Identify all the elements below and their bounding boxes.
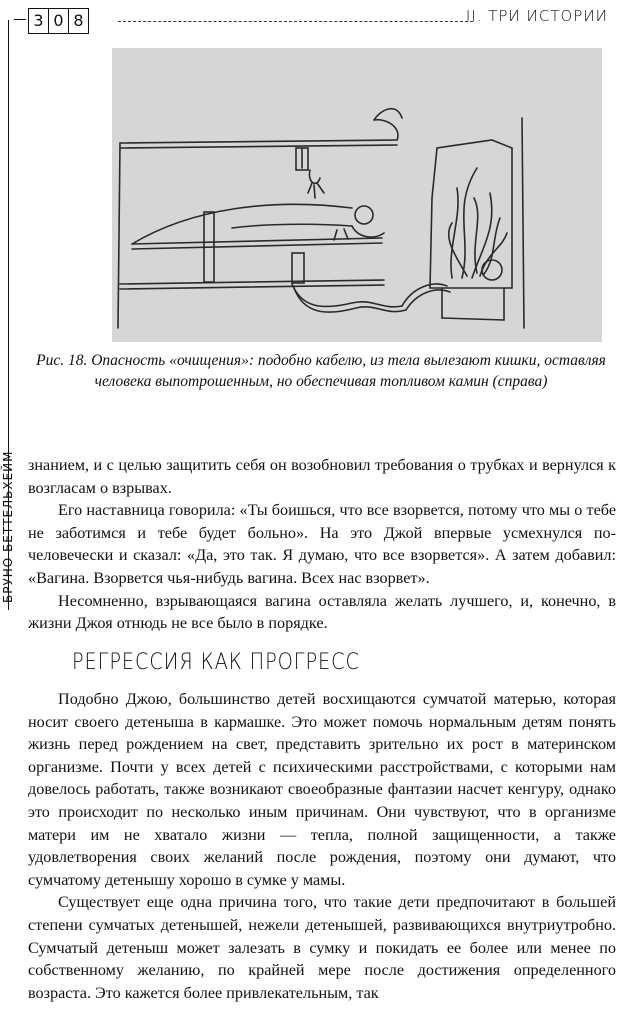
paragraph: Его наставница говорила: «Ты боишься, что все взорвется, потому что мы о тебе не заботимся и тебе будет больно». На это Джой впервые усмехнулся по-человечески и сказал: «Да, это так. Я думаю, что все взорвется». А затем добавил: «Вагина. Взорвется чья-нибудь вагина. Всех нас взорвет». <box>28 501 616 587</box>
figure-drawing <box>112 48 602 342</box>
running-title: II. ТРИ ИСТОРИИ <box>465 7 608 25</box>
side-author: БРУНО БЕТТЕЛЬХЕЙМ <box>1 450 15 603</box>
body-text-bottom <box>28 688 616 1004</box>
page-digit: 3 <box>29 9 49 33</box>
paragraph: Несомненно, взрывающаяся вагина оставляла желать лучшего, и, конечно, в жизни Джоя отнюдь не все было в порядке. <box>28 591 616 633</box>
body-text-top <box>28 454 616 635</box>
drawing-illustration <box>112 48 602 342</box>
paragraph: Подобно Джою, большинство детей восхищаются сумчатой матерью, которая носит своего детеныша в кармашке. Это может помочь нормальным детям понять жизнь перед рождением на свет, представить зрительно их рост в материнском организме. Почти у всех детей с психическими расстройствами, с которыми нам довелось работать, также возникают своеобразные фантазии насчет кенгуру, однако это происходит по несколько иным причинам. Они чувствуют, что в организме матери им не хватало жизни — тепла, полной защищенности, а также удовлетворения своих желаний после рождения, поэтому они думают, что сумчатому детенышу хорошо в сумке у мамы. <box>28 690 616 889</box>
figure-caption: Рис. 18. Опасность «очищения»: подобно кабелю, из тела вылезают кишки, оставляя человека выпотрошенным, но обеспечивая топливом камин (справа) <box>36 352 606 390</box>
section-heading: РЕГРЕССИЯ КАК ПРОГРЕСС <box>72 650 360 675</box>
paragraph: знанием, и с целью защитить себя он возобновил требования о трубках и вернулся к возгласам о взрывах. <box>28 456 616 497</box>
running-header <box>0 0 620 40</box>
page-digit: 0 <box>49 9 69 33</box>
paragraph: Существует еще одна причина того, что такие дети предпочитают в большей степени сумчатых детенышей, нежели детенышей, развивающихся внутриутробно. Сумчатый детеныш может залезать в сумку и покидать ее более или менее по собственному желанию, по крайней мере после достижения определенного возраста. Это кажется более привлекательным, так <box>28 893 616 1002</box>
header-rule <box>118 21 473 22</box>
page-number <box>28 8 89 34</box>
page-digit: 8 <box>73 11 84 30</box>
header-tick <box>14 19 26 20</box>
